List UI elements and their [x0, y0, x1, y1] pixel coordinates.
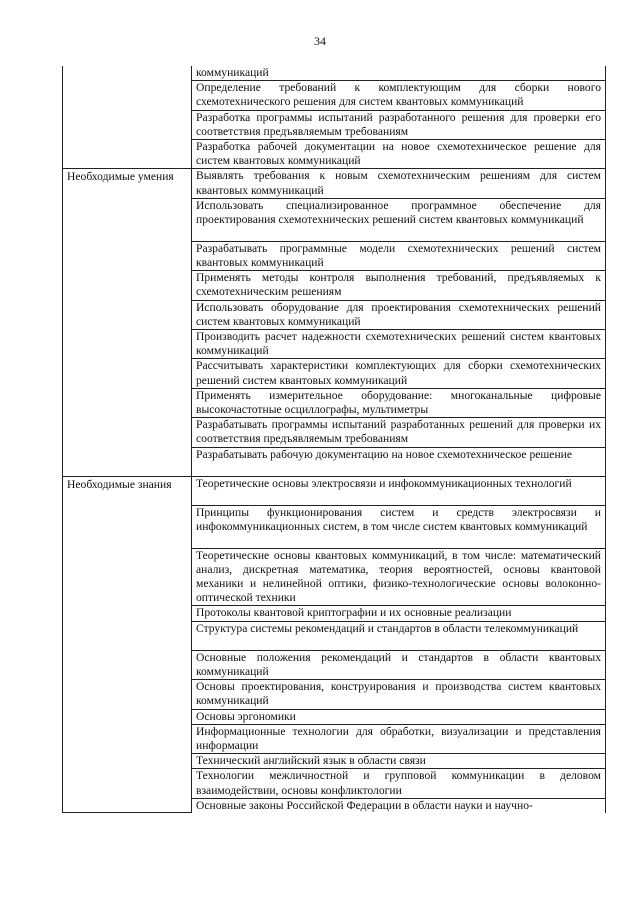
table-cell: Рассчитывать характеристики комплектующих для сборки схемотехнических решений систем квантовых коммуникаций [192, 359, 606, 388]
table-cell: Основы эргономики [192, 709, 606, 724]
table-row [63, 169, 606, 198]
table-cell: Определение требований к комплектующим для сборки нового схемотехнического решения для систем квантовых коммуникаций [192, 81, 606, 110]
row-label [63, 66, 192, 169]
table-cell: Применять методы контроля выполнения требований, предъявляемых к схемотехническим решениям [192, 271, 606, 300]
table-cell: Применять измерительное оборудование: многоканальные цифровые высокочастотные осциллографы, мультиметры [192, 388, 606, 417]
table-cell: Выявлять требования к новым схемотехническим решениям для систем квантовых коммуникаций [192, 169, 606, 198]
table-cell: Основы проектирования, конструирования и производства систем квантовых коммуникаций [192, 680, 606, 709]
table-cell: Теоретические основы квантовых коммуникаций, в том числе: математический анализ, дискретная математика, теория вероятностей, основы квантовой механики и нелинейной оптики, физико-технологические основы волоконно-оптической техники [192, 548, 606, 606]
table-cell: Использовать специализированное программное обеспечение для проектирования схемотехнических решений систем квантовых коммуникаций [192, 198, 606, 241]
table-cell: Информационные технологии для обработки, визуализации и представления информации [192, 724, 606, 753]
table-cell: Разработка рабочей документации на новое схемотехническое решение для систем квантовых коммуникаций [192, 140, 606, 169]
table-cell: Структура системы рекомендаций и стандартов в области телекоммуникаций [192, 621, 606, 650]
table-cell: Разрабатывать программы испытаний разработанных решений для проверки их соответствия предъявляемым требованиям [192, 418, 606, 447]
table-cell: Разрабатывать рабочую документацию на новое схемотехническое решение [192, 447, 606, 476]
table-cell: Использовать оборудование для проектирования схемотехнических решений систем квантовых коммуникаций [192, 300, 606, 329]
page-number: 34 [314, 34, 326, 48]
table-cell: Основные законы Российской Федерации в области науки и научно- [192, 798, 606, 813]
table-cell: Разрабатывать программные модели схемотехнических решений систем квантовых коммуникаций [192, 241, 606, 270]
table-cell: Технологии межличностной и групповой коммуникации в деловом взаимодействии, основы конфликтологии [192, 769, 606, 798]
row-label-knowledge: Необходимые знания [63, 476, 192, 813]
table-cell: Производить расчет надежности схемотехнических решений систем квантовых коммуникаций [192, 330, 606, 359]
table-cell: Основные положения рекомендаций и стандартов в области квантовых коммуникаций [192, 650, 606, 679]
table-cell: Теоретические основы электросвязи и инфокоммуникационных технологий [192, 476, 606, 505]
table-cell: Разработка программы испытаний разработанного решения для проверки его соответствия предъявляемым требованиям [192, 110, 606, 139]
table-cell: Технический английский язык в области связи [192, 754, 606, 769]
table-row [63, 476, 606, 505]
table-cell: Протоколы квантовой криптографии и их основные реализации [192, 606, 606, 621]
row-label-skills: Необходимые умения [63, 169, 192, 476]
table-row [63, 66, 606, 81]
table-cell: коммуникаций [192, 66, 606, 81]
requirements-table [62, 66, 606, 813]
table-cell: Принципы функционирования систем и средств электросвязи и инфокоммуникационных систем, в том числе систем квантовых коммуникаций [192, 505, 606, 548]
